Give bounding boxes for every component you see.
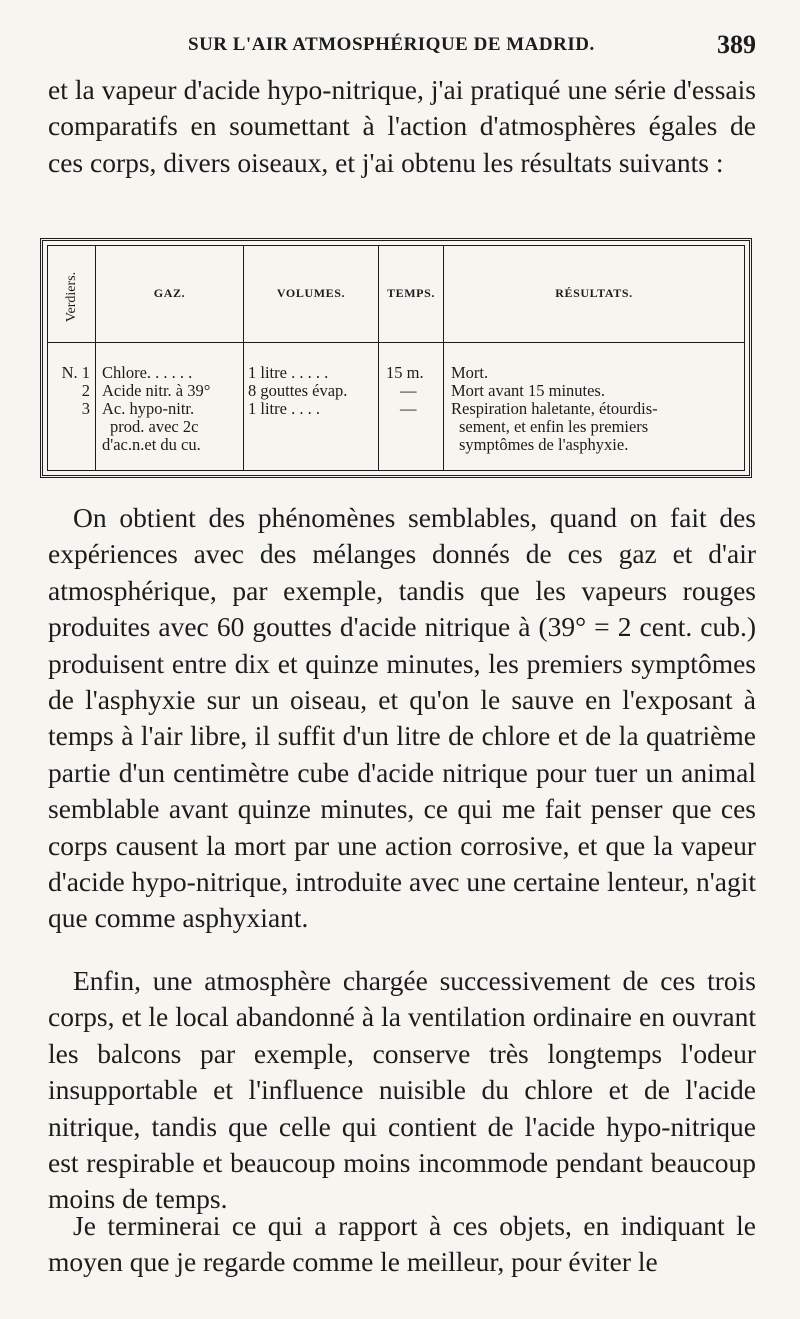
row-gaz: Acide nitr. à 39° bbox=[102, 381, 211, 400]
row-temps: — bbox=[400, 399, 417, 418]
intro-paragraph: et la vapeur d'acide hypo-nitrique, j'ai pratiqué une série d'essais comparatifs en soumettant à l'action d'atmosphères égales de ces corps, divers oiseaux, et j'ai obtenu les résultats suivants : bbox=[48, 74, 756, 178]
column-divider bbox=[443, 246, 444, 470]
column-divider bbox=[243, 246, 244, 470]
row-resultat-continued: sement, et enfin les premiers bbox=[459, 417, 649, 436]
running-title: SUR L'AIR ATMOSPHÉRIQUE DE MADRID. bbox=[188, 34, 595, 55]
row-resultat: Mort avant 15 minutes. bbox=[451, 381, 605, 400]
column-divider bbox=[95, 246, 96, 470]
header-gaz: GAZ. bbox=[153, 286, 186, 300]
row-resultat: Mort. bbox=[451, 363, 489, 382]
header-volumes: VOLUMES. bbox=[276, 286, 346, 300]
row-gaz: Ac. hypo-nitr. bbox=[102, 399, 195, 418]
row-temps: 15 m. bbox=[386, 363, 424, 382]
page-number: 389 bbox=[717, 30, 756, 59]
row-volume: 8 gouttes évap. bbox=[248, 381, 348, 400]
row-volume: 1 litre . . . . bbox=[248, 399, 320, 418]
row-resultat: Respiration haletante, étourdis- bbox=[451, 399, 658, 418]
body-paragraph-3: Je terminerai ce qui a rapport à ces objets, en indiquant le moyen que je regarde comme le meilleur, pour éviter le bbox=[48, 1210, 756, 1278]
row-number: N. 1 bbox=[61, 363, 90, 382]
row-temps: — bbox=[400, 381, 417, 400]
column-divider bbox=[378, 246, 379, 470]
row-resultat-continued: symptômes de l'asphyxie. bbox=[459, 435, 629, 454]
body-paragraph-1: On obtient des phénomènes semblables, quand on fait des expériences avec des mélanges donnés de ces gaz et d'air atmosphérique, par exemple, tandis que les vapeurs rouges produites avec 60 gouttes d'acide nitrique à (39° = 2 cent. cub.) produisent entre dix et quinze minutes, les premiers symptômes de l'asphyxie sur un oiseau, et qu'on le sauve en l'exposant à temps à l'air libre, il suffit d'un litre de chlore et de la quatrième partie d'un centimètre cube d'acide nitrique pour tuer un animal semblable avant quinze minutes, ce qui me fait penser que ces corps causent la mort par une action corrosive, et que la vapeur d'acide hypo-nitrique, introduite avec une certaine lenteur, n'agit que comme asphyxiant. bbox=[48, 502, 756, 934]
row-number: 3 bbox=[81, 399, 90, 418]
results-table bbox=[40, 238, 752, 478]
row-volume: 1 litre . . . . . bbox=[248, 363, 329, 382]
page-header bbox=[48, 30, 756, 64]
header-resultats: RÉSULTATS. bbox=[555, 286, 633, 300]
results-table-inner bbox=[47, 245, 745, 471]
row-number: 2 bbox=[81, 381, 90, 400]
row-gaz: Chlore. . . . . . bbox=[102, 363, 193, 382]
header-temps: TEMPS. bbox=[387, 286, 435, 300]
header-separator bbox=[48, 342, 744, 343]
row-gaz-continued: prod. avec 2c bbox=[110, 417, 199, 436]
body-paragraph-2: Enfin, une atmosphère chargée successivement de ces trois corps, et le local abandonné à la ventilation ordinaire en ouvrant les balcons par exemple, conserve très longtemps l'odeur insupportable et l'influence nuisible du chlore et de l'acide nitrique, tandis que celle qui contient de l'acide hypo-nitrique est respirable et beaucoup moins incommode pendant beaucoup moins de temps. bbox=[48, 965, 756, 1215]
row-gaz-continued: d'ac.n.et du cu. bbox=[102, 435, 201, 454]
header-verdiers: Verdiers. bbox=[64, 271, 79, 323]
